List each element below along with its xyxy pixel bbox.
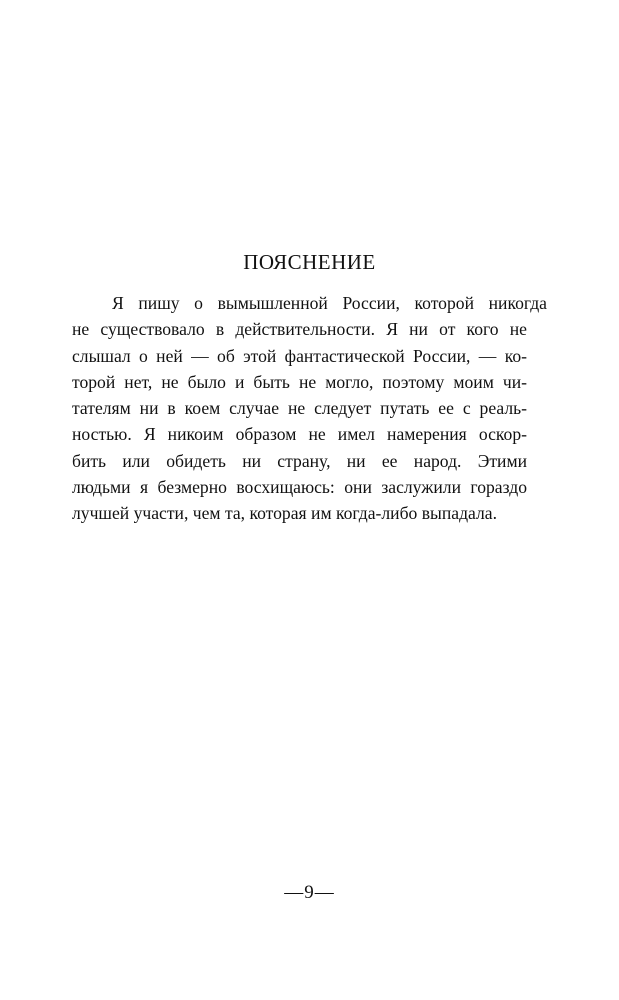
paragraph-line: людьми я безмерно восхищаюсь: они заслужили гораздо: [72, 477, 527, 498]
paragraph-line: торой нет, не было и быть не могло, поэтому моим чи-: [72, 371, 527, 392]
explanation-paragraph: [72, 290, 547, 527]
paragraph-line: не существовало в действительности. Я ни от кого не: [72, 319, 527, 340]
paragraph-line: ностью. Я никоим образом не имел намерения оскор-: [72, 424, 527, 445]
paragraph-line: бить или обидеть ни страну, ни ее народ. Этими: [72, 450, 527, 471]
paragraph-line: тателям ни в коем случае не следует путать ее с реаль-: [72, 398, 527, 419]
paragraph-line: слышал о ней — об этой фантастической России, — ко-: [72, 345, 527, 366]
page-number: —9—: [284, 882, 335, 903]
paragraph-line: Я пишу о вымышленной России, которой никогда: [112, 293, 547, 313]
paragraph-line: лучшей участи, чем та, которая им когда-либо выпадала.: [72, 503, 497, 524]
section-title: ПОЯСНЕНИЕ: [243, 250, 376, 274]
